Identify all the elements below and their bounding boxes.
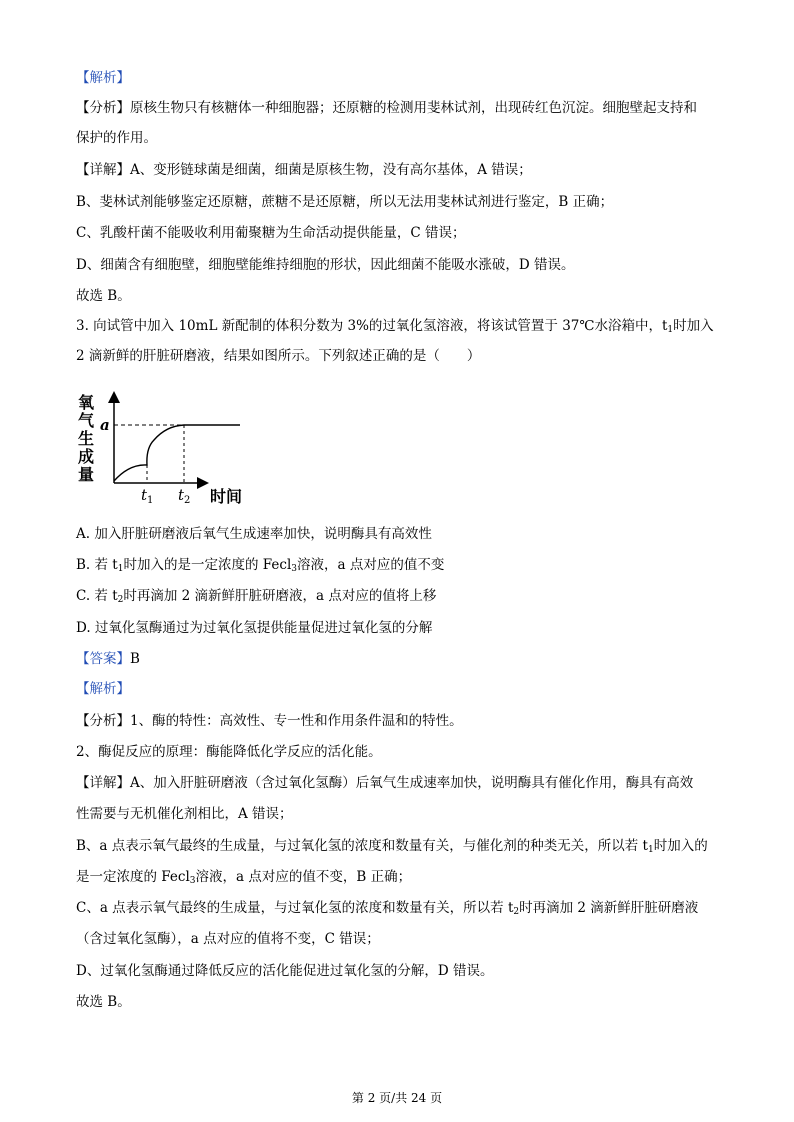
q2-xiangjie-a: 【详解】A、变形链球菌是细菌，细菌是原核生物，没有高尔基体，A 错误； bbox=[76, 162, 532, 178]
q3-xiangjie-a-1: 【详解】A、加入肝脏研磨液（含过氧化氢酶）后氧气生成速率加快，说明酶具有催化作用，酶具有高效 bbox=[76, 775, 694, 791]
q3-stem-line-1: 3. 向试管中加入 10mL 新配制的体积分数为 3%的过氧化氢溶液，将该试管置于 37℃水浴箱中，$t_1$时加入 bbox=[76, 318, 714, 335]
oxygen-curve bbox=[114, 425, 240, 481]
oxygen-production-graph bbox=[74, 388, 264, 508]
q2-fenxi-tag: 【分析】 bbox=[76, 100, 130, 116]
q2-xiangjie-tag: 【详解】 bbox=[76, 162, 130, 178]
y-axis-label-char-3: 生 bbox=[78, 429, 95, 448]
q3-fenxi-tag: 【分析】 bbox=[76, 713, 130, 729]
option-b: B. 若 $t_1$时加入的是一定浓度的 Fecl$_3$溶液，a 点对应的值不变 bbox=[76, 557, 445, 574]
q3-xiangjie-a-2: 性需要与无机催化剂相比，A 错误； bbox=[76, 806, 293, 822]
y-axis-label-char-2: 气 bbox=[78, 411, 95, 430]
t2-label: $t_2$ bbox=[178, 486, 191, 506]
option-a: A. 加入肝脏研磨液后氧气生成速率加快，说明酶具有高效性 bbox=[76, 526, 432, 542]
y-axis-label-char-4: 成 bbox=[78, 447, 95, 466]
q3-conclusion: 故选 B。 bbox=[76, 994, 131, 1010]
a-point-label: a bbox=[100, 416, 110, 434]
t1-label: $t_1$ bbox=[141, 486, 154, 506]
q2-jiexi-tag: 【解析】 bbox=[76, 70, 130, 86]
q3-stem-line-2: 2 滴新鲜的肝脏研磨液，结果如图所示。下列叙述正确的是（ ） bbox=[76, 348, 481, 364]
q3-xiangjie-tag: 【详解】 bbox=[76, 775, 130, 791]
page-footer: 第 2 页/共 24 页 bbox=[351, 1091, 443, 1105]
q2-xiangjie-d: D、细菌含有细胞壁，细胞壁能维持细胞的形状，因此细菌不能吸水涨破，D 错误。 bbox=[76, 257, 575, 273]
x-axis-label: 时间 bbox=[210, 487, 243, 506]
q3-fenxi-2: 2、酶促反应的原理：酶能降低化学反应的活化能。 bbox=[76, 744, 382, 760]
q3-xiangjie-b-2: 是一定浓度的 Fecl$_3$溶液，a 点对应的值不变，B 正确； bbox=[76, 869, 412, 886]
q3-fenxi-1: 【分析】1、酶的特性：高效性、专一性和作用条件温和的特性。 bbox=[76, 713, 463, 729]
y-axis-label-char-1: 氧 bbox=[78, 393, 95, 412]
q2-fenxi-line-1: 【分析】原核生物只有核糖体一种细胞器；还原糖的检测用斐林试剂，出现砖红色沉淀。细胞壁起支持和 bbox=[76, 100, 697, 116]
option-d: D. 过氧化氢酶通过为过氧化氢提供能量促进过氧化氢的分解 bbox=[76, 620, 433, 636]
q2-xiangjie-c: C、乳酸杆菌不能吸收利用葡聚糖为生命活动提供能量，C 错误； bbox=[76, 225, 466, 241]
q3-jiexi-tag: 【解析】 bbox=[76, 681, 130, 697]
answer-tag: 【答案】 bbox=[76, 651, 130, 667]
option-c: C. 若 $t_2$时再滴加 2 滴新鲜肝脏研磨液，a 点对应的值将上移 bbox=[76, 588, 437, 605]
q2-fenxi-line-2: 保护的作用。 bbox=[76, 130, 157, 146]
y-axis-label-char-5: 量 bbox=[78, 465, 95, 484]
q2-xiangjie-b: B、斐林试剂能够鉴定还原糖，蔗糖不是还原糖，所以无法用斐林试剂进行鉴定，B 正确； bbox=[76, 194, 614, 210]
q3-xiangjie-c-1: C、a 点表示氧气最终的生成量，与过氧化氢的浓度和数量有关，所以若 $t_2$时再滴加 2 滴新鲜肝脏研磨液 bbox=[76, 900, 699, 917]
q3-xiangjie-c-2: （含过氧化氢酶），a 点对应的值将不变，C 错误； bbox=[76, 931, 380, 947]
q3-xiangjie-b-1: B、a 点表示氧气最终的生成量，与过氧化氢的浓度和数量有关，与催化剂的种类无关，所以若 $t_1$时加入的 bbox=[76, 838, 708, 855]
q3-answer: 【答案】B bbox=[76, 651, 140, 667]
q3-xiangjie-d: D、过氧化氢酶通过降低反应的活化能促进过氧化氢的分解，D 错误。 bbox=[76, 963, 494, 979]
q2-conclusion: 故选 B。 bbox=[76, 288, 131, 304]
